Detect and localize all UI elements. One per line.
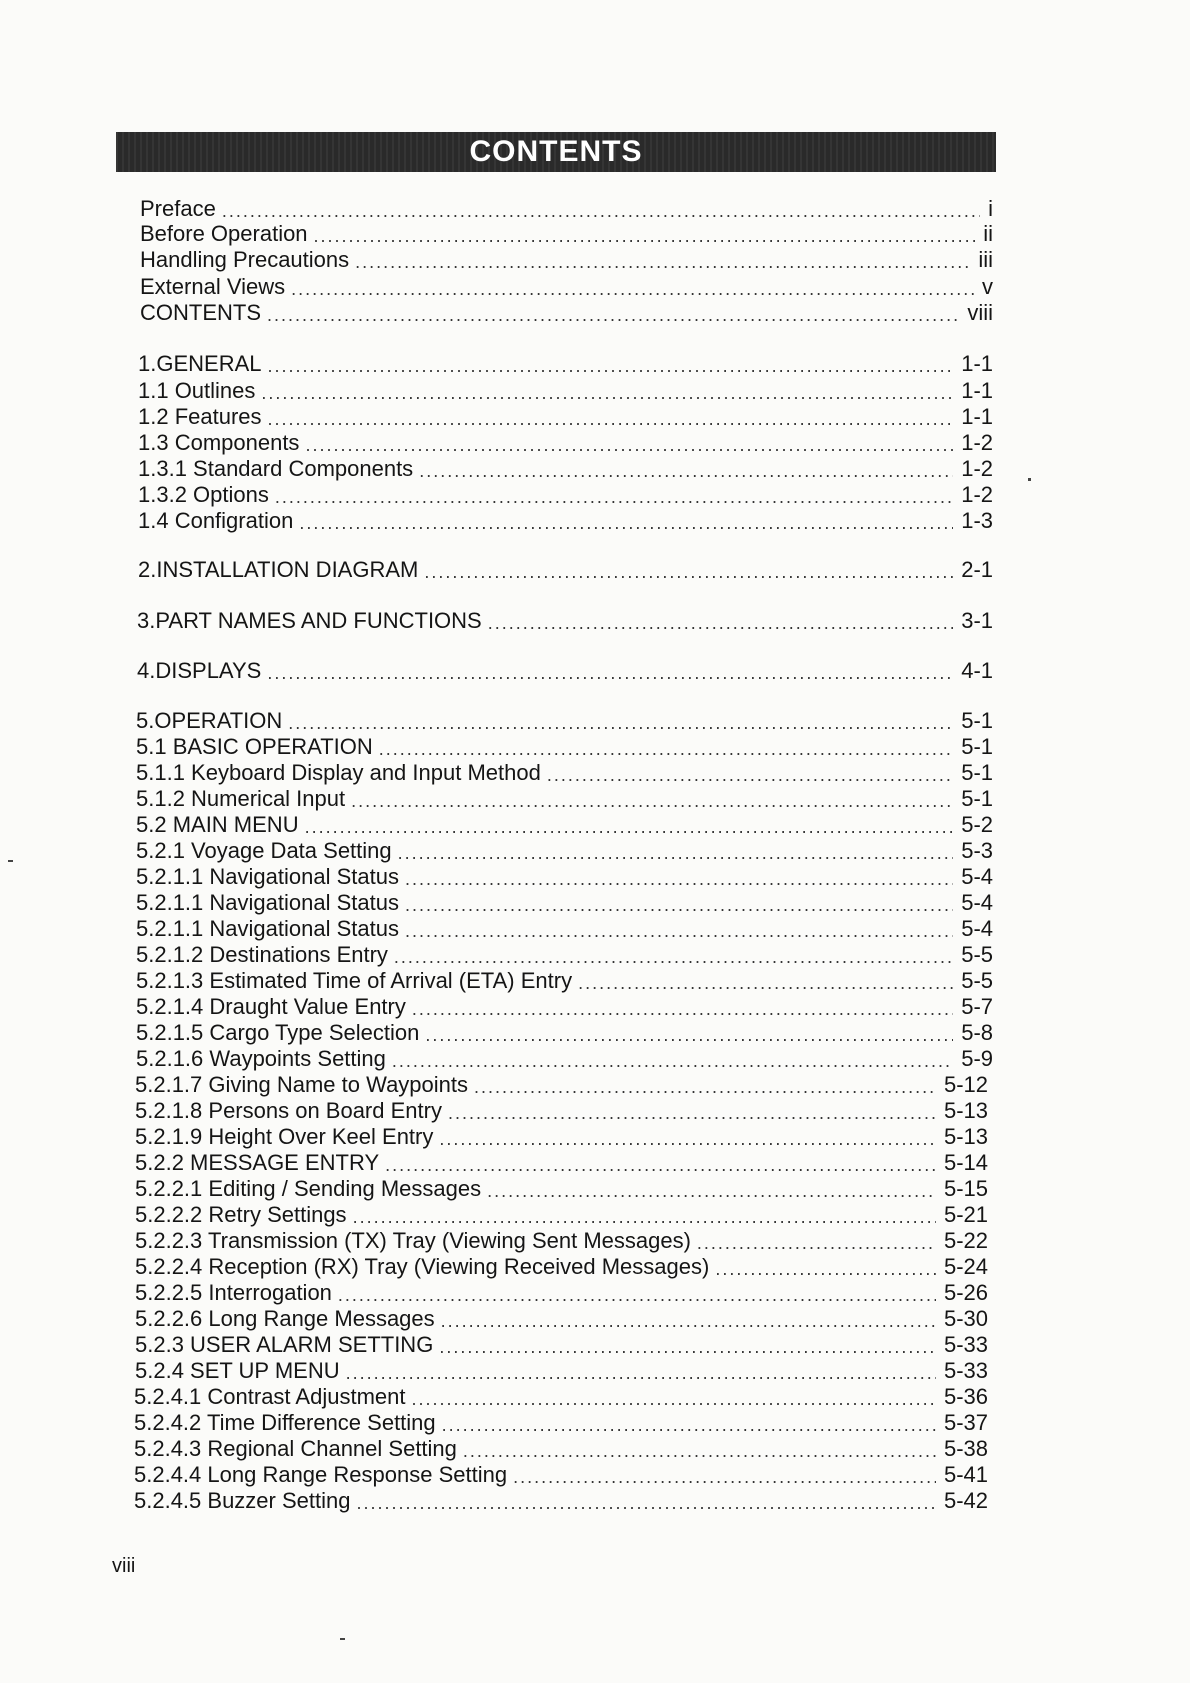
- toc-entry-page: 2-1: [961, 557, 993, 582]
- toc-leader-dots: [261, 382, 953, 404]
- toc-leader-dots: [394, 946, 953, 968]
- toc-entry-page: ii: [983, 221, 993, 246]
- toc-leader-dots: [355, 251, 970, 273]
- toc-entry-label: 5.2.1 Voyage Data Setting: [136, 838, 392, 863]
- toc-entry: [136, 1044, 993, 1072]
- toc-leader-dots: [715, 1258, 936, 1280]
- toc-entry: [136, 732, 993, 760]
- toc-entry: [135, 1148, 988, 1176]
- toc-entry-label: 5.2.4.1 Contrast Adjustment: [134, 1384, 406, 1409]
- toc-leader-dots: [439, 1128, 936, 1150]
- toc-entry-page: 5-12: [943, 1072, 988, 1097]
- toc-entry: [138, 402, 993, 430]
- toc-leader-dots: [448, 1102, 936, 1124]
- toc-leader-dots: [547, 764, 953, 786]
- toc-leader-dots: [488, 612, 953, 634]
- toc-leader-dots: [275, 486, 953, 508]
- toc-entry-page: 1-2: [961, 430, 993, 455]
- toc-entry-label: 5.2.3 USER ALARM SETTING: [135, 1332, 434, 1357]
- toc-entry-label: Before Operation: [140, 221, 308, 246]
- toc-entry-page: 4-1: [961, 658, 993, 683]
- toc-leader-dots: [578, 972, 953, 994]
- toc-leader-dots: [405, 920, 953, 942]
- toc-entry-label: 5.2 MAIN MENU: [136, 812, 299, 837]
- toc-leader-dots: [268, 355, 954, 377]
- toc-entry: [137, 656, 993, 684]
- toc-entry: [135, 1356, 988, 1384]
- toc-leader-dots: [487, 1180, 936, 1202]
- toc-entry: [138, 349, 993, 377]
- toc-entry: [136, 940, 993, 968]
- toc-entry: [135, 1278, 988, 1306]
- page-number: viii: [112, 1555, 136, 1577]
- toc-entry-page: 1-2: [961, 456, 993, 481]
- toc-leader-dots: [379, 738, 953, 760]
- scan-speck: [340, 1638, 345, 1640]
- toc-entry-page: 5-4: [961, 864, 993, 889]
- toc-leader-dots: [267, 662, 953, 684]
- toc-leader-dots: [412, 998, 953, 1020]
- toc-entry-label: 5.2.2.2 Retry Settings: [135, 1202, 347, 1227]
- toc-entry-page: 5-33: [943, 1358, 988, 1383]
- toc-entry-label: 5.2.1.7 Giving Name to Waypoints: [135, 1072, 469, 1097]
- toc-entry: [134, 1434, 988, 1462]
- toc-entry: [138, 555, 993, 583]
- toc-leader-dots: [392, 1050, 953, 1072]
- toc-leader-dots: [353, 1206, 936, 1228]
- toc-entry: [136, 784, 993, 812]
- toc-entry-label: 5.2.1.1 Navigational Status: [136, 890, 399, 915]
- toc-entry: [140, 298, 993, 326]
- toc-entry-label: 5.2.4.3 Regional Channel Setting: [134, 1436, 457, 1461]
- toc-entry-page: 5-21: [943, 1202, 988, 1227]
- toc-entry-page: v: [982, 274, 993, 299]
- toc-entry: [136, 966, 993, 994]
- toc-entry: [135, 1304, 988, 1332]
- toc-entry-label: 5.2.4.2 Time Difference Setting: [134, 1410, 436, 1435]
- toc-entry: [135, 1174, 988, 1202]
- toc-entry-page: i: [988, 196, 993, 221]
- toc-entry-label: 1.2 Features: [138, 404, 262, 429]
- toc-entry-label: 5.2.1.2 Destinations Entry: [136, 942, 388, 967]
- toc-entry-label: 5.2.2.1 Editing / Sending Messages: [135, 1176, 482, 1201]
- toc-entry-label: 5.2.1.9 Height Over Keel Entry: [135, 1124, 434, 1149]
- toc-entry-label: 5.2.2.3 Transmission (TX) Tray (Viewing Sent Messages): [135, 1228, 691, 1253]
- toc-leader-dots: [441, 1310, 936, 1332]
- toc-entry: [136, 706, 993, 734]
- toc-entry-label: 5.2.1.5 Cargo Type Selection: [136, 1020, 420, 1045]
- toc-entry-label: 5.2.4.5 Buzzer Setting: [134, 1488, 351, 1513]
- toc-entry-label: 3.PART NAMES AND FUNCTIONS: [137, 608, 482, 633]
- toc-entry-page: 5-4: [961, 890, 993, 915]
- toc-entry-page: 5-3: [961, 838, 993, 863]
- toc-entry-page: 5-36: [943, 1384, 988, 1409]
- toc-entry-page: 5-8: [961, 1020, 993, 1045]
- toc-leader-dots: [419, 460, 953, 482]
- toc-entry-label: 5.2.4.4 Long Range Response Setting: [134, 1462, 508, 1487]
- toc-leader-dots: [305, 434, 953, 456]
- toc-entry: [138, 454, 993, 482]
- toc-entry-page: 3-1: [961, 608, 993, 633]
- toc-entry: [138, 506, 993, 534]
- toc-entry-label: Handling Precautions: [140, 247, 350, 272]
- toc-entry: [135, 1252, 988, 1280]
- toc-leader-dots: [267, 304, 959, 326]
- toc-leader-dots: [425, 1024, 953, 1046]
- toc-entry-page: 5-9: [961, 1046, 993, 1071]
- toc-entry-label: 1.3.1 Standard Components: [138, 456, 414, 481]
- toc-entry-label: 1.GENERAL: [138, 351, 262, 376]
- toc-entry: [138, 428, 993, 456]
- toc-entry-label: 5.2.1.1 Navigational Status: [136, 864, 399, 889]
- toc-entry: [135, 1122, 988, 1150]
- toc-entry: [134, 1382, 988, 1410]
- toc-entry-page: 5-30: [943, 1306, 988, 1331]
- toc-entry-label: 5.2.2 MESSAGE ENTRY: [135, 1150, 380, 1175]
- toc-leader-dots: [398, 842, 954, 864]
- toc-entry-page: 1-1: [961, 351, 993, 376]
- toc-entry-label: 5.1.2 Numerical Input: [136, 786, 346, 811]
- toc-entry-page: 5-2: [961, 812, 993, 837]
- toc-leader-dots: [288, 712, 953, 734]
- toc-entry-page: 5-13: [943, 1124, 988, 1149]
- toc-leader-dots: [314, 225, 976, 247]
- toc-entry-page: 5-5: [961, 968, 993, 993]
- toc-entry: [136, 1018, 993, 1046]
- toc-entry-label: 5.2.1.4 Draught Value Entry: [136, 994, 406, 1019]
- toc-entry-page: 5-1: [961, 786, 993, 811]
- toc-entry: [135, 1096, 988, 1124]
- toc-leader-dots: [405, 868, 953, 890]
- toc-entry-label: 5.1.1 Keyboard Display and Input Method: [136, 760, 541, 785]
- toc-entry: [134, 1460, 988, 1488]
- toc-entry: [135, 1200, 988, 1228]
- toc-entry: [135, 1070, 988, 1098]
- toc-entry: [136, 992, 993, 1020]
- toc-entry-page: viii: [967, 300, 993, 325]
- toc-entry-label: Preface: [140, 196, 216, 221]
- toc-entry-label: 5.2.2.5 Interrogation: [135, 1280, 332, 1305]
- toc-leader-dots: [268, 408, 954, 430]
- toc-entry: [135, 1330, 988, 1358]
- toc-entry-page: 5-33: [943, 1332, 988, 1357]
- toc-leader-dots: [346, 1362, 936, 1384]
- toc-entry-label: 5.2.1.8 Persons on Board Entry: [135, 1098, 442, 1123]
- toc-entry: [136, 862, 993, 890]
- toc-entry: [136, 810, 993, 838]
- toc-entry-page: 1-2: [961, 482, 993, 507]
- toc-entry-page: 5-26: [943, 1280, 988, 1305]
- toc-entry-label: 4.DISPLAYS: [137, 658, 262, 683]
- toc-entry-label: 1.1 Outlines: [138, 378, 256, 403]
- scan-speck: [8, 860, 13, 862]
- toc-entry: [134, 1486, 988, 1514]
- toc-entry-page: 5-5: [961, 942, 993, 967]
- toc-entry-page: 5-1: [961, 708, 993, 733]
- toc-entry-page: 5-22: [943, 1228, 988, 1253]
- toc-leader-dots: [405, 894, 953, 916]
- toc-leader-dots: [291, 278, 974, 300]
- toc-entry: [136, 888, 993, 916]
- toc-entry: [137, 606, 993, 634]
- toc-leader-dots: [299, 512, 953, 534]
- toc-entry: [136, 836, 993, 864]
- toc-entry: [138, 376, 993, 404]
- toc-leader-dots: [356, 1492, 935, 1514]
- toc-leader-dots: [424, 561, 953, 583]
- toc-entry: [140, 194, 993, 222]
- toc-entry-label: 1.3 Components: [138, 430, 300, 455]
- toc-entry: [140, 272, 993, 300]
- toc-leader-dots: [463, 1440, 936, 1462]
- toc-entry-label: External Views: [140, 274, 286, 299]
- toc-entry-label: 5.2.4 SET UP MENU: [135, 1358, 340, 1383]
- toc-entry-page: 5-1: [961, 734, 993, 759]
- toc-entry-label: CONTENTS: [140, 300, 261, 325]
- toc-leader-dots: [439, 1336, 936, 1358]
- toc-entry-page: 5-42: [943, 1488, 988, 1513]
- toc-entry: [140, 219, 993, 247]
- contents-title: CONTENTS: [469, 135, 643, 168]
- toc-entry-label: 1.3.2 Options: [138, 482, 269, 507]
- toc-entry-page: 5-24: [943, 1254, 988, 1279]
- toc-entry-label: 5.2.1.3 Estimated Time of Arrival (ETA) Entry: [136, 968, 573, 993]
- toc-entry: [134, 1408, 988, 1436]
- toc-entry-page: 5-41: [943, 1462, 988, 1487]
- toc-leader-dots: [351, 790, 953, 812]
- toc-entry-label: 5.1 BASIC OPERATION: [136, 734, 373, 759]
- toc-leader-dots: [474, 1076, 936, 1098]
- toc-leader-dots: [412, 1388, 936, 1410]
- toc-entry-page: 5-14: [943, 1150, 988, 1175]
- toc-entry-label: 5.2.1.1 Navigational Status: [136, 916, 399, 941]
- toc-entry-page: 5-4: [961, 916, 993, 941]
- toc-entry-label: 5.2.1.6 Waypoints Setting: [136, 1046, 386, 1071]
- toc-leader-dots: [338, 1284, 936, 1306]
- toc-leader-dots: [385, 1154, 936, 1176]
- toc-entry-page: 1-3: [961, 508, 993, 533]
- toc-entry-page: iii: [978, 247, 993, 272]
- toc-entry-page: 5-13: [943, 1098, 988, 1123]
- toc-entry-page: 1-1: [961, 404, 993, 429]
- toc-entry-page: 5-7: [961, 994, 993, 1019]
- toc-entry-page: 5-1: [961, 760, 993, 785]
- toc-entry-page: 5-38: [943, 1436, 988, 1461]
- toc-entry: [136, 758, 993, 786]
- toc-leader-dots: [305, 816, 954, 838]
- toc-entry-page: 1-1: [961, 378, 993, 403]
- toc-entry-label: 1.4 Configration: [138, 508, 294, 533]
- toc-leader-dots: [697, 1232, 936, 1254]
- toc-entry-label: 2.INSTALLATION DIAGRAM: [138, 557, 419, 582]
- toc-entry-page: 5-15: [943, 1176, 988, 1201]
- toc-entry-label: 5.OPERATION: [136, 708, 283, 733]
- toc-leader-dots: [442, 1414, 936, 1436]
- toc-entry-page: 5-37: [943, 1410, 988, 1435]
- toc-entry: [136, 914, 993, 942]
- toc-entry: [140, 245, 993, 273]
- toc-leader-dots: [513, 1466, 936, 1488]
- toc-entry: [135, 1226, 988, 1254]
- toc-entry-label: 5.2.2.6 Long Range Messages: [135, 1306, 435, 1331]
- toc-entry-label: 5.2.2.4 Reception (RX) Tray (Viewing Received Messages): [135, 1254, 710, 1279]
- toc-entry: [138, 480, 993, 508]
- scan-speck: [1028, 478, 1031, 481]
